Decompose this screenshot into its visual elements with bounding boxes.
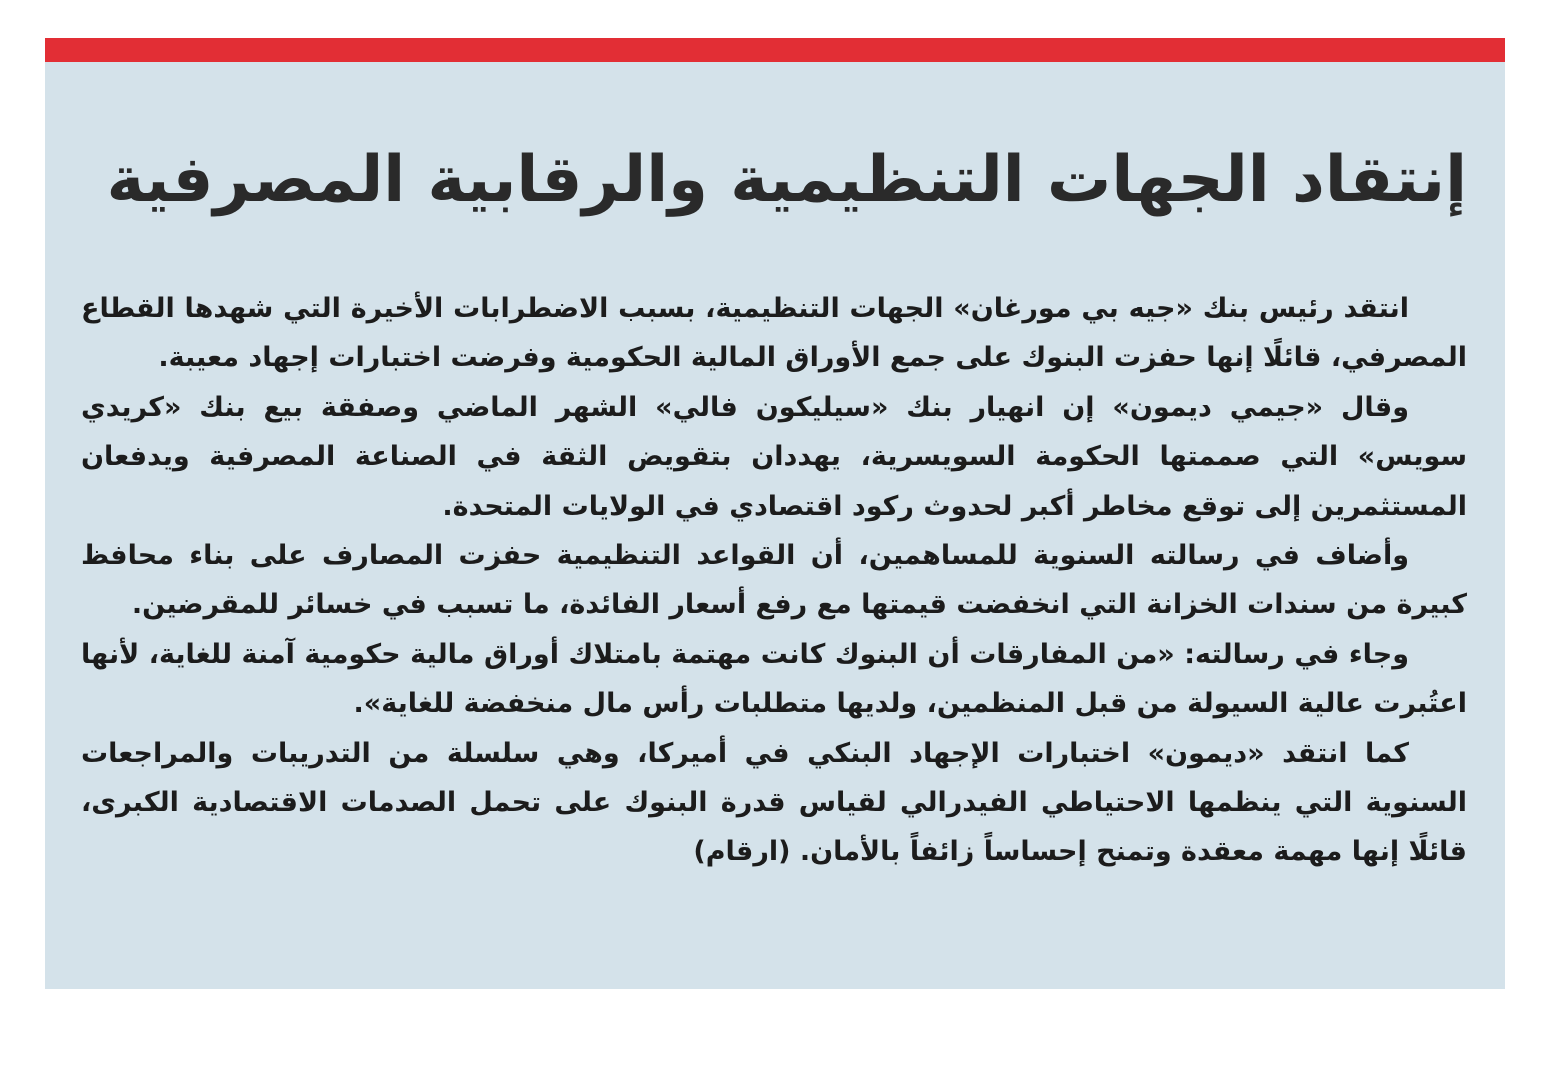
paragraph-4: وجاء في رسالته: «من المفارقات أن البنوك كانت مهتمة بامتلاك أوراق مالية حكومية آمنة للغاية، لأنها اعتُبرت عالية السيولة من قبل المنظمين، ولديها متطلبات رأس مال منخفضة للغاية». [81, 638, 1467, 720]
paragraph-2: وقال «جيمي ديمون» إن انهيار بنك «سيليكون فالي» الشهر الماضي وصفقة بيع بنك «كريدي سويس» التي صممتها الحكومة السويسرية، يهددان بتقويض الثقة في الصناعة المصرفية ويدفعان المستثمرين إلى توقع مخاطر أكبر لحدوث ركود اقتصادي في الولايات المتحدة. [81, 391, 1467, 522]
article-box [45, 38, 1505, 989]
headline: إنتقاد الجهات التنظيمية والرقابية المصرفية [106, 143, 1467, 217]
paragraph-1: انتقد رئيس بنك «جيه بي مورغان» الجهات التنظيمية، بسبب الاضطرابات الأخيرة التي شهدها القطاع المصرفي، قائلًا إنها حفزت البنوك على جمع الأوراق المالية الحكومية وفرضت اختبارات إجهاد معيبة. [81, 293, 1467, 374]
accent-bar [45, 38, 1505, 62]
paragraph-3: وأضاف في رسالته السنوية للمساهمين، أن القواعد التنظيمية حفزت المصارف على بناء محافظ كبيرة من سندات الخزانة التي انخفضت قيمتها مع رفع أسعار الفائدة، ما تسبب في خسائر للمقرضين. [81, 540, 1467, 621]
article-body [81, 284, 1467, 877]
paragraph-5: كما انتقد «ديمون» اختبارات الإجهاد البنكي في أميركا، وهي سلسلة من التدريبات والمراجعات السنوية التي ينظمها الاحتياطي الفيدرالي لقياس قدرة البنوك على تحمل الصدمات الاقتصادية الكبرى، قائلًا إنها مهمة معقدة وتمنح إحساساً زائفاً بالأمان. (ارقام) [81, 737, 1467, 868]
